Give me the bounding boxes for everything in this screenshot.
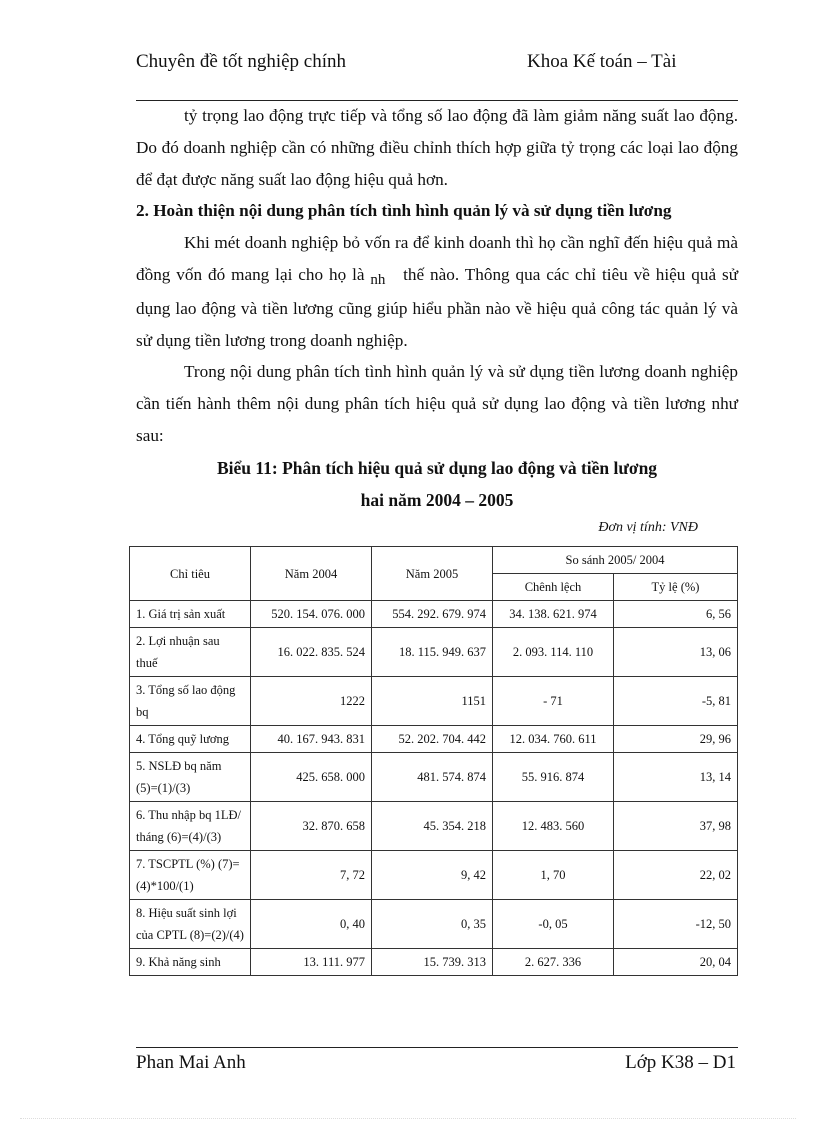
row-label: 8. Hiệu suất sinh lợi của CPTL (8)=(2)/(4) xyxy=(130,900,251,949)
table-row xyxy=(130,802,738,851)
table-row xyxy=(130,851,738,900)
value-2004: 425. 658. 000 xyxy=(251,753,372,802)
value-diff: 2. 627. 336 xyxy=(493,949,614,976)
footer-rule xyxy=(136,1047,738,1048)
value-2004: 32. 870. 658 xyxy=(251,802,372,851)
header-left: Chuyên đề tốt nghiệp chính xyxy=(136,51,347,72)
table-caption-line2: hai năm 2004 – 2005 xyxy=(360,490,514,510)
value-2004: 520. 154. 076. 000 xyxy=(251,601,372,628)
table-row xyxy=(130,949,738,976)
value-diff: 2. 093. 114. 110 xyxy=(493,628,614,677)
footer-left: Phan Mai Anh xyxy=(136,1052,246,1073)
section-heading: 2. Hoàn thiện nội dung phân tích tình hình quản lý và sử dụng tiền lương xyxy=(136,201,672,221)
paragraph-2-b: thế nào. Thông qua các chỉ tiêu về hiệu quả sử dụng lao động và tiền lương cũng giúp hiểu phần nào về hiệu quả công tác quản lý và sử dụng tiền lương trong doanh nghiệp. xyxy=(136,264,739,350)
value-2004: 7, 72 xyxy=(251,851,372,900)
value-ratio: 29, 96 xyxy=(614,726,738,753)
value-ratio: 6, 56 xyxy=(614,601,738,628)
value-ratio: 13, 14 xyxy=(614,753,738,802)
header-right: Khoa Kế toán – Tài xyxy=(527,51,677,72)
paragraph-2-a: Khi mét doanh nghiệp bỏ vốn ra để kinh doanh thì họ cần nghĩ đến hiệu quả mà đồng vốn đó mang lại cho họ là xyxy=(136,233,738,284)
row-label: 9. Khả năng sinh xyxy=(130,949,251,976)
header-2004: Năm 2004 xyxy=(251,547,372,601)
row-label: 6. Thu nhập bq 1LĐ/ tháng (6)=(4)/(3) xyxy=(130,802,251,851)
value-ratio: 20, 04 xyxy=(614,949,738,976)
table-row xyxy=(130,726,738,753)
value-2004: 13. 111. 977 xyxy=(251,949,372,976)
value-diff: 12. 034. 760. 611 xyxy=(493,726,614,753)
value-ratio: 22, 02 xyxy=(614,851,738,900)
value-diff: 34. 138. 621. 974 xyxy=(493,601,614,628)
page-edge xyxy=(20,1118,796,1119)
footer-right: Lớp K38 – D1 xyxy=(625,1052,736,1073)
value-2005: 52. 202. 704. 442 xyxy=(372,726,493,753)
row-label: 7. TSCPTL (%) (7)=(4)*100/(1) xyxy=(130,851,251,900)
value-2004: 40. 167. 943. 831 xyxy=(251,726,372,753)
row-label: 2. Lợi nhuận sau thuế xyxy=(130,628,251,677)
row-label: 4. Tổng quỹ lương xyxy=(130,726,251,753)
table-row xyxy=(130,677,738,726)
paragraph-2-nh: nh xyxy=(370,271,386,288)
body-text xyxy=(136,100,738,452)
value-diff: - 71 xyxy=(493,677,614,726)
value-ratio: 13, 06 xyxy=(614,628,738,677)
value-ratio: 37, 98 xyxy=(614,802,738,851)
value-2004: 0, 40 xyxy=(251,900,372,949)
paragraph-2 xyxy=(136,227,738,356)
value-2005: 0, 35 xyxy=(372,900,493,949)
value-2005: 15. 739. 313 xyxy=(372,949,493,976)
table-body xyxy=(130,601,738,976)
value-2005: 45. 354. 218 xyxy=(372,802,493,851)
value-2005: 18. 115. 949. 637 xyxy=(372,628,493,677)
header-chitieu: Chỉ tiêu xyxy=(130,547,251,601)
paragraph-1: tỷ trọng lao động trực tiếp và tổng số lao động đã làm giảm năng suất lao động. Do đó doanh nghiệp cần có những điều chỉnh thích hợp giữa tỷ trọng các loại lao động để đạt được năng suất lao động hiệu quả hơn. xyxy=(136,106,738,189)
value-diff: 1, 70 xyxy=(493,851,614,900)
analysis-table xyxy=(129,546,738,976)
value-2004: 1222 xyxy=(251,677,372,726)
table-caption-line1: Biểu 11: Phân tích hiệu quả sử dụng lao động và tiền lương xyxy=(216,458,658,478)
value-2005: 1151 xyxy=(372,677,493,726)
header-2005: Năm 2005 xyxy=(372,547,493,601)
row-label: 5. NSLĐ bq năm (5)=(1)/(3) xyxy=(130,753,251,802)
value-2004: 16. 022. 835. 524 xyxy=(251,628,372,677)
unit-label: Đơn vị tính: VNĐ xyxy=(598,520,698,535)
value-ratio: -5, 81 xyxy=(614,677,738,726)
value-2005: 481. 574. 874 xyxy=(372,753,493,802)
value-diff: -0, 05 xyxy=(493,900,614,949)
table-row xyxy=(130,628,738,677)
row-label: 3. Tổng số lao động bq xyxy=(130,677,251,726)
value-ratio: -12, 50 xyxy=(614,900,738,949)
value-diff: 12. 483. 560 xyxy=(493,802,614,851)
header-compare: So sánh 2005/ 2004 xyxy=(493,547,738,574)
table-row xyxy=(130,753,738,802)
value-2005: 554. 292. 679. 974 xyxy=(372,601,493,628)
value-2005: 9, 42 xyxy=(372,851,493,900)
row-label: 1. Giá trị sản xuất xyxy=(130,601,251,628)
header-diff: Chênh lệch xyxy=(493,574,614,601)
table-row xyxy=(130,601,738,628)
table-row xyxy=(130,900,738,949)
paragraph-3: Trong nội dung phân tích tình hình quản lý và sử dụng tiền lương doanh nghiệp cần tiến hành thêm nội dung phân tích hiệu quả sử dụng lao động và tiền lương như sau: xyxy=(136,362,738,445)
value-diff: 55. 916. 874 xyxy=(493,753,614,802)
header-ratio: Tỷ lệ (%) xyxy=(614,574,738,601)
